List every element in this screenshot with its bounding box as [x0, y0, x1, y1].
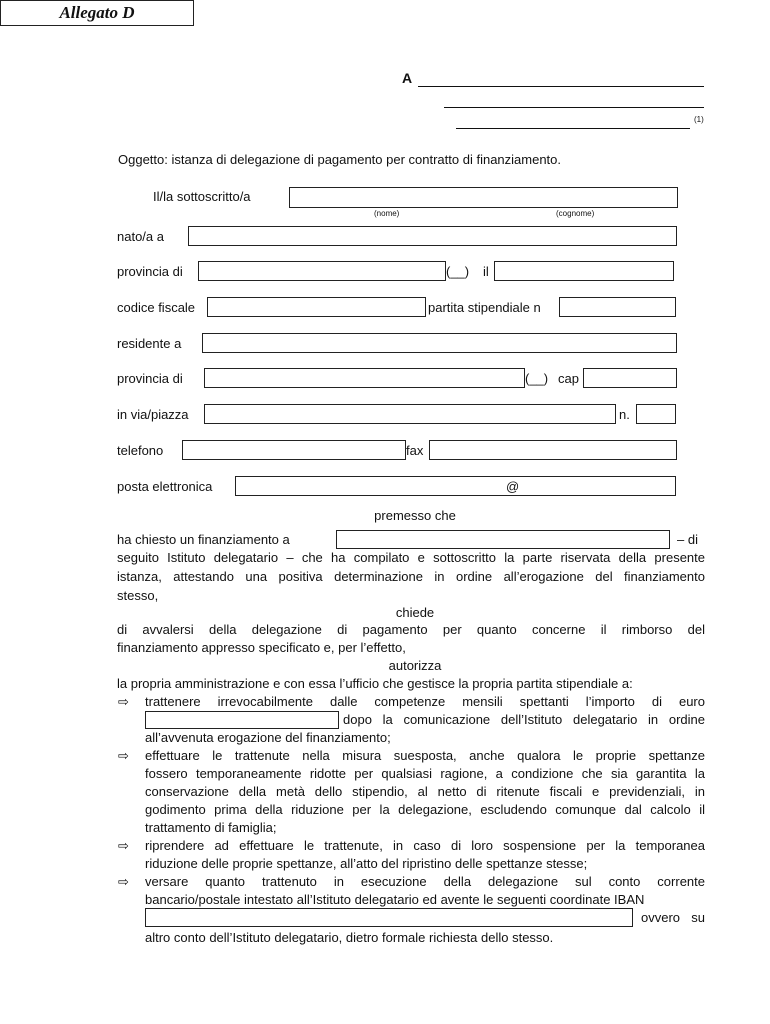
chiede-line-2: finanziamento appresso specificato e, per l’effetto, [117, 640, 406, 655]
loan-text-line-2: istanza, attestando una positiva determinazione in ordine all’erogazione del finanziamento [117, 569, 705, 584]
cap-field[interactable] [583, 368, 677, 388]
chiede-line-1: di avvalersi della delegazione di pagamento per quanto concerne il rimborso del [117, 622, 705, 637]
item4-line-2: bancario/postale intestato all’Istituto delegatario ed avente le seguenti coordinate IBAN [145, 892, 645, 907]
province2-label: provincia di [117, 371, 183, 386]
amount-field[interactable] [145, 711, 339, 729]
cap-label: cap [558, 371, 579, 386]
item2-line-5: trattamento di famiglia; [145, 820, 277, 835]
street-number-label: n. [619, 407, 630, 422]
phone-label: telefono [117, 443, 164, 458]
recipient-prefix: A [402, 70, 413, 86]
item4-line-4: altro conto dell’Istituto delegatario, dietro formale richiesta dello stesso. [145, 930, 554, 945]
item2-line-2: fossero temporaneamente ridotte per qualsiasi ragione, a condizione che sia garantita la [145, 766, 705, 781]
birth-province-code: (__) [446, 264, 470, 279]
item4-line-3: ovvero su [641, 910, 705, 925]
born-label: nato/a a [117, 229, 164, 244]
item1-line-2: dopo la comunicazione dell’Istituto delegatario in ordine [343, 712, 705, 727]
subject-line: Oggetto: istanza di delegazione di pagamento per contratto di finanziamento. [118, 152, 562, 167]
residence-province-code: (__) [525, 371, 549, 386]
birth-date-field[interactable] [494, 261, 674, 281]
residence-field[interactable] [202, 333, 677, 353]
province-label: provincia di [117, 264, 183, 279]
item2-line-1: effettuare le trattenute nella misura suesposta, anche qualora le proprie spettanze [145, 748, 705, 763]
premesso-heading: premesso che [374, 508, 456, 523]
footnote-ref: (1) [694, 115, 704, 124]
item2-line-3: conservazione della metà dello stipendio, al netto di ritenute fiscali e previdenziali, in [145, 784, 705, 799]
fax-label: fax [406, 443, 424, 458]
email-field[interactable] [235, 476, 676, 496]
resident-label: residente a [117, 336, 182, 351]
residence-province-field[interactable] [204, 368, 525, 388]
loan-text-line-1: seguito Istituto delegatario – che ha compilato e sottoscritto la parte riservata della presente [117, 550, 705, 565]
loan-line-end: – di [677, 532, 698, 547]
recipient-line-3[interactable] [456, 114, 690, 129]
undersigned-label: Il/la sottoscritto/a [153, 189, 251, 204]
item2-line-4: godimento prima della riduzione per la delegazione, escludendo comunque dal calcolo il [145, 802, 705, 817]
tax-code-field[interactable] [207, 297, 426, 317]
email-at-sign: @ [506, 479, 520, 494]
email-label: posta elettronica [117, 479, 213, 494]
phone-field[interactable] [182, 440, 406, 460]
bullet-arrow-icon: ⇨ [118, 838, 129, 853]
annex-label: Allegato D [0, 0, 194, 26]
fax-field[interactable] [429, 440, 677, 460]
item1-line-3: all’avvenuta erogazione del finanziamento; [145, 730, 391, 745]
recipient-line-1[interactable] [418, 70, 704, 87]
autorizza-line: la propria amministrazione e con essa l’ufficio che gestisce la propria partita stipendiale a: [117, 676, 633, 691]
name-caption: (nome) [374, 209, 400, 218]
bullet-arrow-icon: ⇨ [118, 748, 129, 763]
bullet-arrow-icon: ⇨ [118, 874, 129, 889]
item1-line-1: trattenere irrevocabilmente dalle competenze mensili spettanti l’importo di euro [145, 694, 705, 709]
street-number-field[interactable] [636, 404, 676, 424]
birthplace-field[interactable] [188, 226, 677, 246]
street-label: in via/piazza [117, 407, 189, 422]
chiede-heading: chiede [395, 605, 435, 620]
item3-line-2: riduzione delle proprie spettanze, all’atto del ripristino delle spettanze stesse; [145, 856, 588, 871]
item3-line-1: riprendere ad effettuare le trattenute, in caso di loro sospensione per la temporanea [145, 838, 705, 853]
loan-line-start: ha chiesto un finanziamento a [117, 532, 290, 547]
surname-caption: (cognome) [556, 209, 595, 218]
street-field[interactable] [204, 404, 616, 424]
payroll-number-field[interactable] [559, 297, 676, 317]
birth-province-field[interactable] [198, 261, 446, 281]
item4-line-1: versare quanto trattenuto in esecuzione della delegazione sul conto corrente [145, 874, 705, 889]
loan-text-line-3: stesso, [117, 588, 159, 603]
recipient-line-2[interactable] [444, 92, 704, 108]
name-surname-field[interactable] [289, 187, 678, 208]
tax-code-label: codice fiscale [117, 300, 196, 315]
birth-date-label: il [483, 264, 489, 279]
autorizza-heading: autorizza [388, 658, 442, 673]
bullet-arrow-icon: ⇨ [118, 694, 129, 709]
lender-field[interactable] [336, 530, 670, 549]
iban-field[interactable] [145, 908, 633, 927]
payroll-label: partita stipendiale n [428, 300, 541, 315]
